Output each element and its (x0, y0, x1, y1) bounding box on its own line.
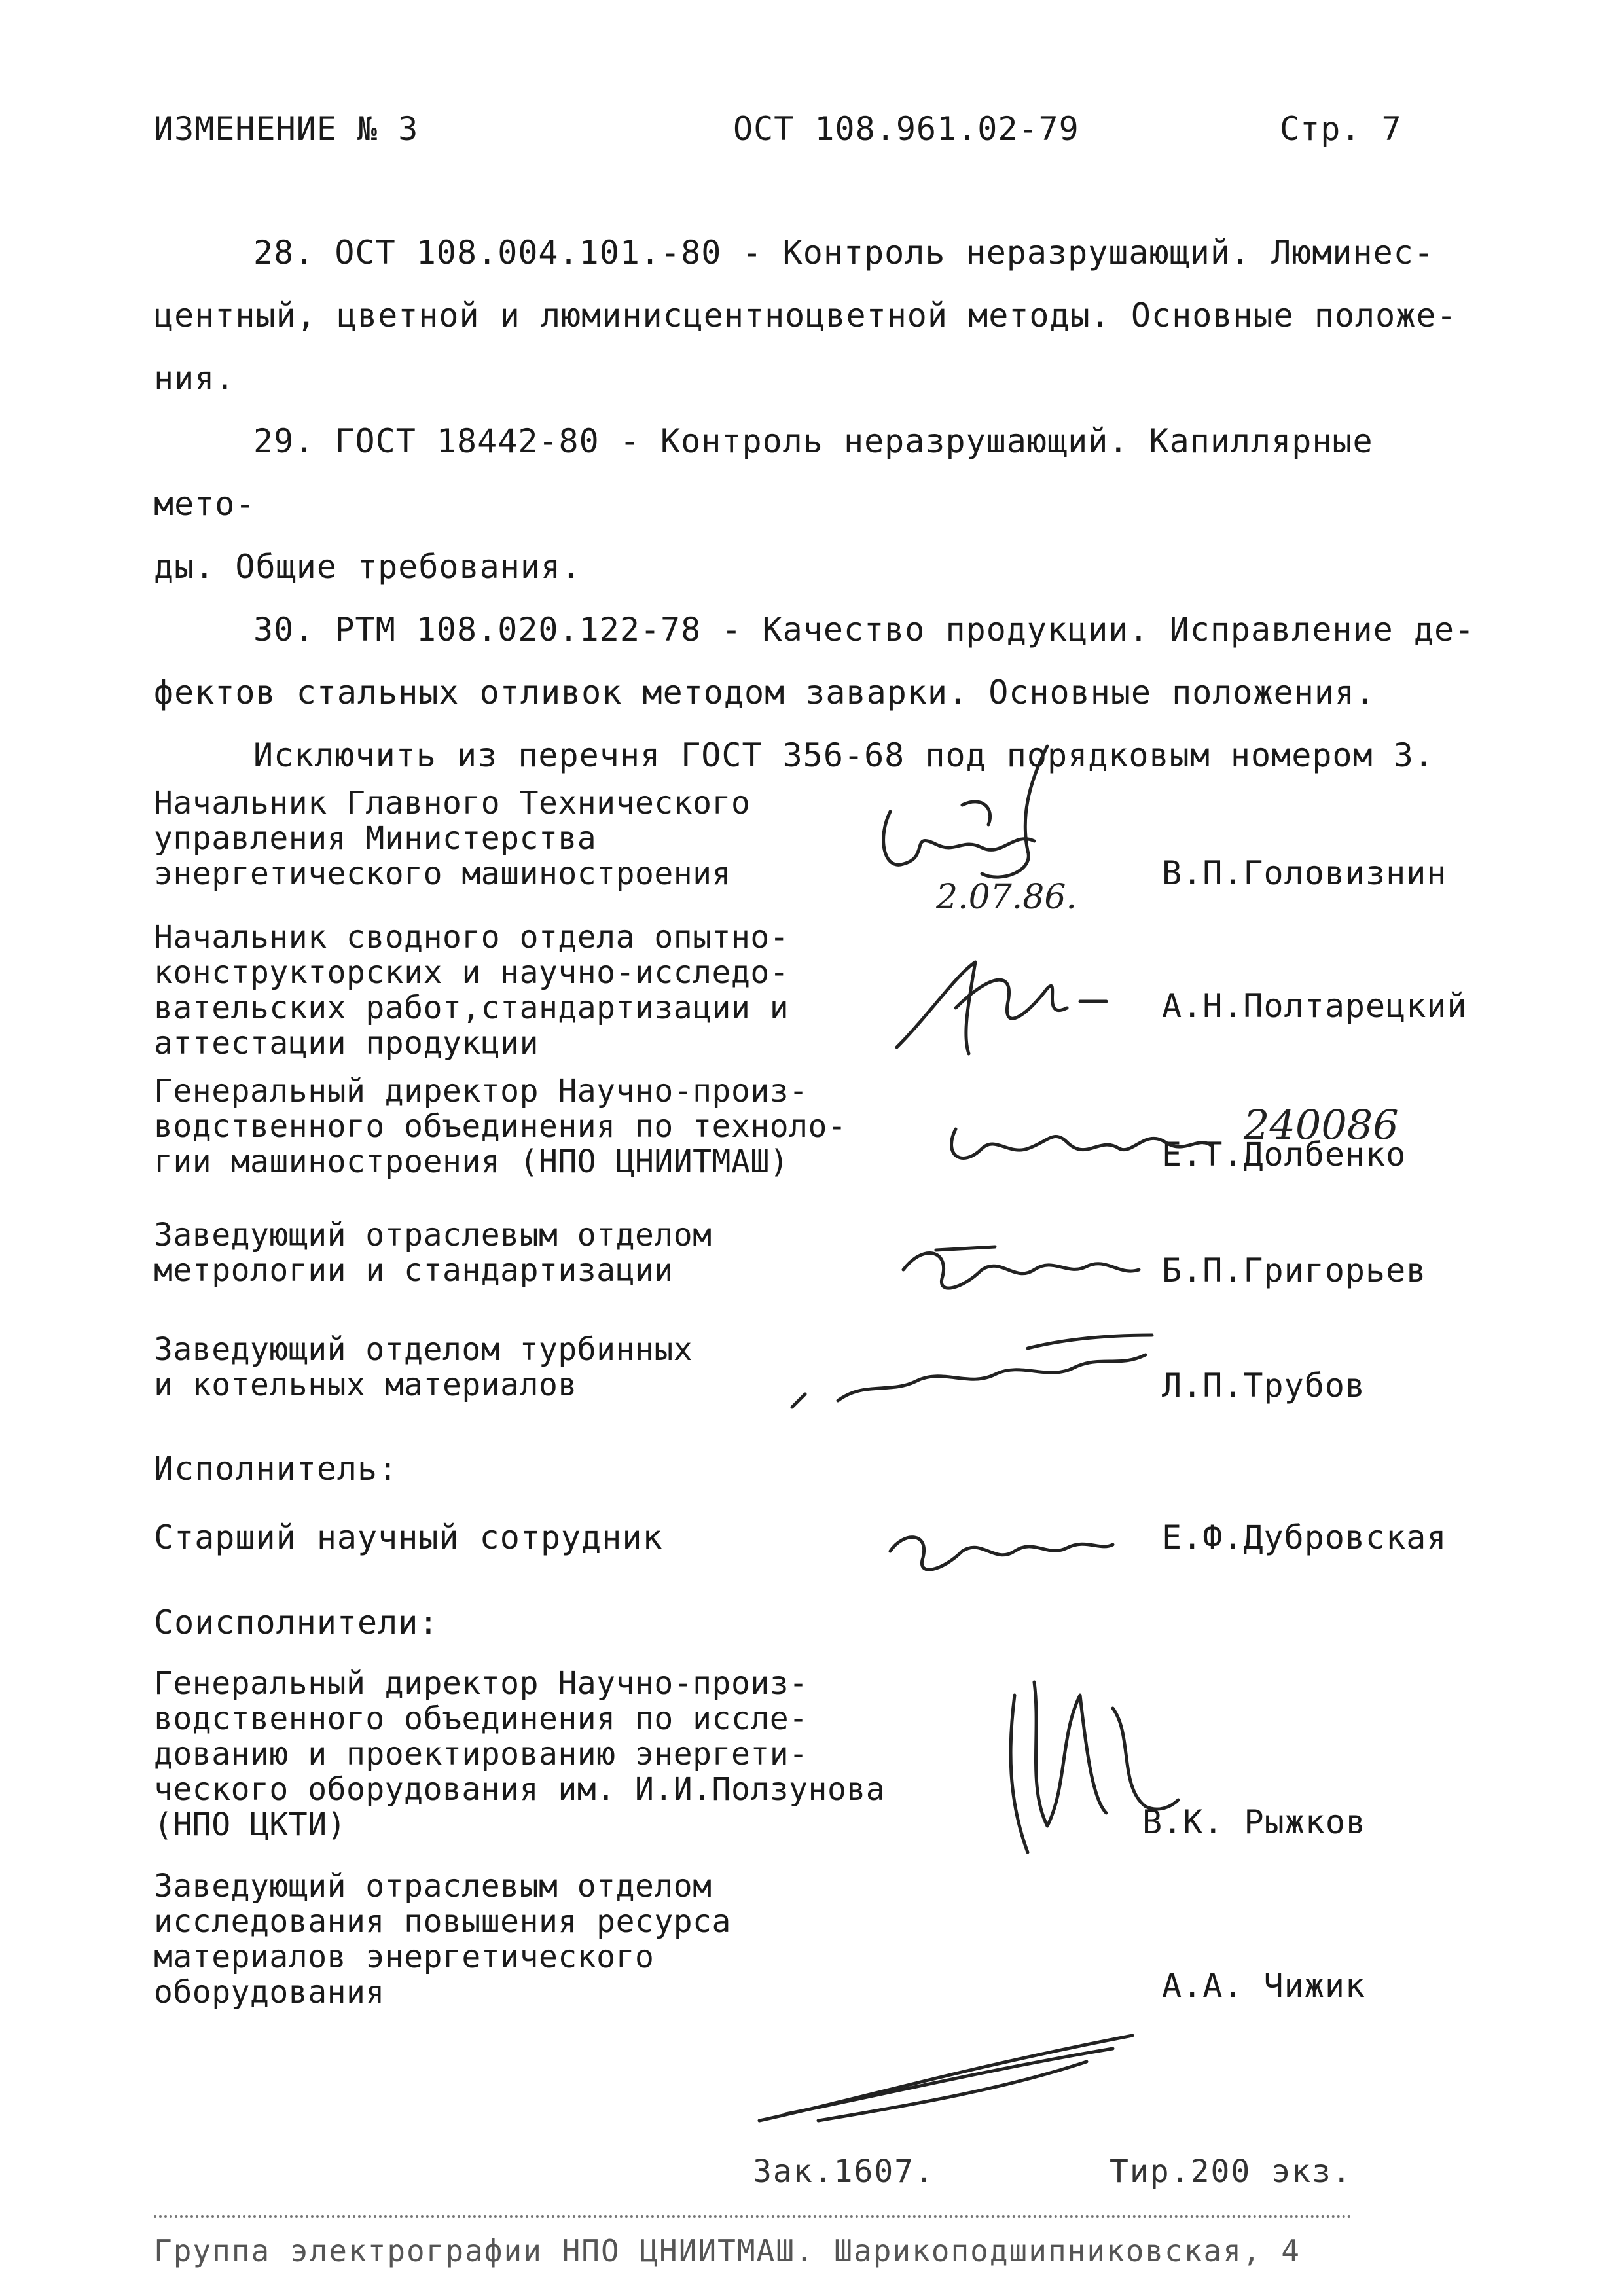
signature-dolbenko-date: 240086 (1244, 1101, 1399, 1149)
signature-poltaretsky (857, 936, 1146, 1080)
reference-30-line1: 30. РТМ 108.020.122-78 - Качество продукции. Исправление де- (253, 611, 1475, 649)
co-executor-title-2: Заведующий отраслевым отделом исследования повышения ресурса материалов энергетического оборудования (154, 1868, 731, 2011)
change-number: ИЗМЕНЕНИЕ № 3 (154, 110, 419, 148)
signatory-title-1: Начальник Главного Технического управления Министерства энергетического машиностроения (154, 785, 751, 892)
executor-name: Е.Ф.Дубровская (1162, 1518, 1447, 1556)
co-executor-title-1: Генеральный директор Научно-произ- водственного объединения по иссле- дованию и проектированию энергети- ческого оборудования им. И.И.Ползунова (НПО ЦКТИ) (154, 1665, 886, 1843)
reference-29-line2: ды. Общие требования. (154, 548, 582, 586)
signatory-name-4: Б.П.Григорьев (1162, 1251, 1427, 1289)
order-number: Зак.1607. (753, 2153, 935, 2190)
print-run: Тир.200 экз. (1110, 2153, 1352, 2190)
exclusion-note: Исключить из перечня ГОСТ 356-68 под порядковым номером 3. (253, 736, 1434, 774)
reference-list (154, 221, 1489, 787)
signatory-title-3: Генеральный директор Научно-произ- водственного объединения по техноло- гии машиностроения (НПО ЦНИИТМАШ) (154, 1073, 847, 1180)
signature-golovoznin-date: 2.07.86. (936, 878, 1077, 917)
signatory-name-5: Л.П.Трубов (1162, 1367, 1366, 1405)
reference-28-line1: 28. ОСТ 108.004.101.-80 - Контроль неразрушающий. Люминес- (253, 234, 1434, 272)
reference-28-line3: ния. (154, 359, 236, 397)
reference-28-line2: центный, цветной и люминисцентноцветной методы. Основные положе- (154, 296, 1457, 334)
signature-dubrovskaya (877, 1505, 1126, 1590)
co-executor-name-1: В.К. Рыжков (1142, 1803, 1367, 1841)
co-executors-label: Соисполнители: (154, 1604, 439, 1641)
signatory-title-2: Начальник сводного отдела опытно- конструкторских и научно-исследо- вательских работ,стандартизации и аттестации продукции (154, 919, 789, 1062)
signature-golovoznin (831, 733, 1132, 942)
signatory-title-4: Заведующий отраслевым отделом метрологии и стандартизации (154, 1217, 712, 1289)
printer-imprint: Группа электрографии НПО ЦНИИТМАШ. Шарикоподшипниковская, 4 (154, 2233, 1301, 2269)
standard-code: ОСТ 108.961.02-79 (733, 110, 1079, 148)
signatory-name-2: А.Н.Полтарецкий (1162, 987, 1468, 1025)
executor-title: Старший научный сотрудник (154, 1518, 663, 1556)
signature-grigoriev (884, 1217, 1159, 1309)
signatory-title-5: Заведующий отделом турбинных и котельных материалов (154, 1331, 693, 1403)
signatory-name-3: Е.Т.Долбенко (1162, 1136, 1407, 1174)
signature-dolbenko (936, 1090, 1447, 1181)
footer-divider (154, 2215, 1352, 2218)
page-number: Стр. 7 (1280, 110, 1402, 148)
reference-29-line1: 29. ГОСТ 18442-80 - Контроль неразрушающий. Капиллярные мето- (154, 422, 1373, 523)
signature-ryzhkov (988, 1656, 1185, 1872)
signature-chizhik (746, 2022, 1152, 2134)
co-executor-name-2: А.А. Чижик (1162, 1967, 1366, 2005)
reference-30-line2: фектов стальных отливок методом заварки. Основные положения. (154, 673, 1376, 711)
signatory-name-1: В.П.Головизнин (1162, 854, 1447, 892)
signature-trubov (779, 1322, 1185, 1433)
executor-label: Исполнитель: (154, 1450, 399, 1488)
